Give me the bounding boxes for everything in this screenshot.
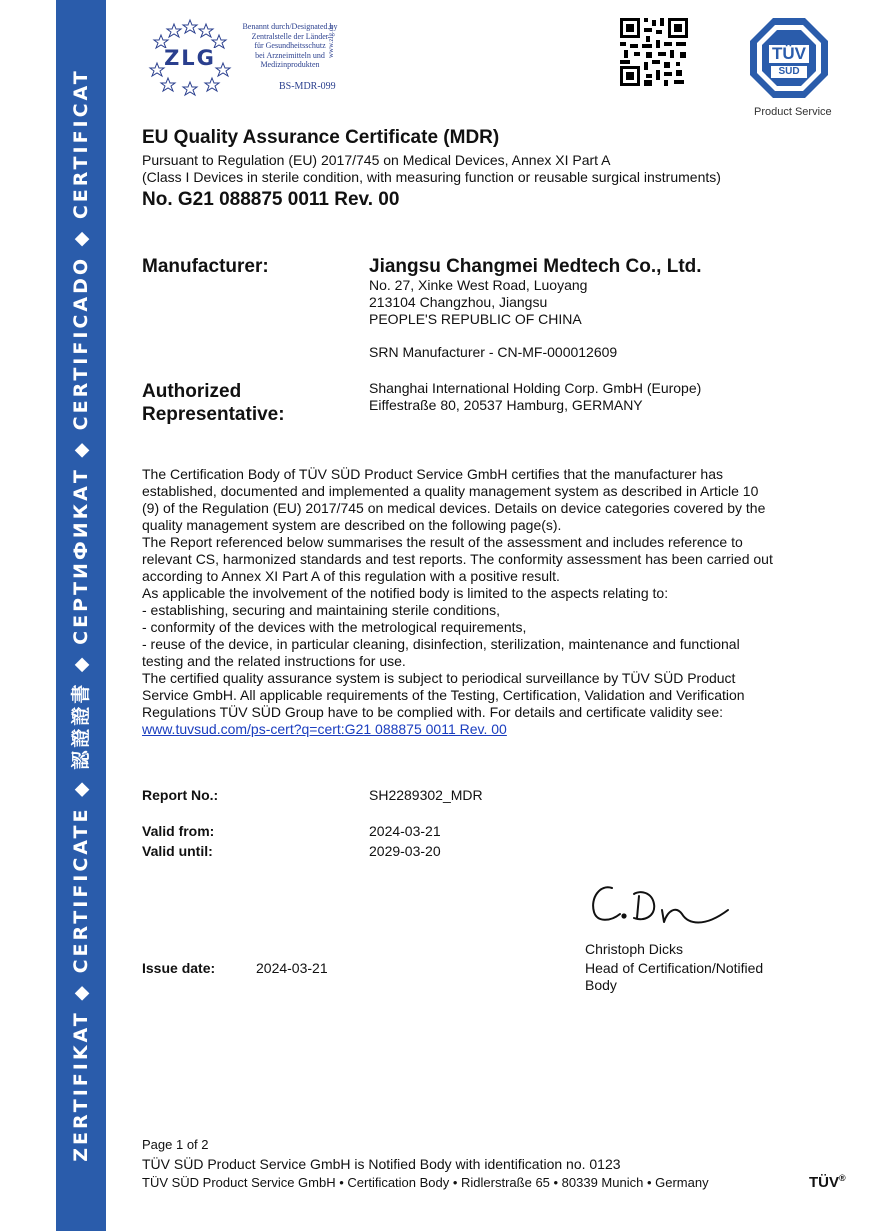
statement-line: - conformity of the devices with the metrological requirements, <box>142 619 527 635</box>
statement-line: Service GmbH. All applicable requirements of the Testing, Certification, Validation and Verification <box>142 687 745 703</box>
certification-statement <box>142 466 812 738</box>
report-no-value: SH2289302_MDR <box>369 787 483 803</box>
zlg-designated-line1: Benannt durch/Designated by <box>242 22 338 31</box>
manufacturer-label: Manufacturer: <box>142 256 269 277</box>
statement-line: according to Annex XI Part A of this regulation with a positive result. <box>142 568 560 584</box>
page-indicator: Page 1 of 2 <box>142 1137 209 1152</box>
statement-line: relevant CS, harmonized standards and test reports. The conformity assessment has been carried out <box>142 551 773 567</box>
issue-date-label: Issue date: <box>142 960 216 976</box>
certificate-title: EU Quality Assurance Certificate (MDR) <box>142 127 500 148</box>
zlg-designated-line5: Medizinprodukten <box>260 60 320 69</box>
manufacturer-srn: SRN Manufacturer - CN-MF-000012609 <box>369 344 618 360</box>
zlg-designated-line4: bei Arzneimitteln und <box>255 50 325 60</box>
statement-line: The certified quality assurance system is subject to periodical surveillance by TÜV SÜD Product <box>142 670 736 686</box>
zlg-designated-line2: Zentralstelle der Länder <box>251 31 329 41</box>
statement-line: As applicable the involvement of the notified body is limited to the aspects relating to: <box>142 585 669 601</box>
statement-line: (9) of the Regulation (EU) 2017/745 on medical devices. Details on device categories covered by the <box>142 500 766 516</box>
valid-from-value: 2024-03-21 <box>369 823 441 839</box>
tuv-sud-logo <box>749 17 829 99</box>
statement-line: established, documented and implemented a quality management system as described in Article 10 <box>142 483 759 499</box>
footer-tuv-mark <box>809 1173 846 1191</box>
qr-code-graphic <box>620 18 688 86</box>
tuv-logo-line1: TÜV <box>772 44 806 63</box>
zlg-code: BS-MDR-099 <box>279 81 336 92</box>
signatory-name: Christoph Dicks <box>585 941 684 957</box>
footer-tuv-text: TÜV <box>809 1174 839 1191</box>
signature-graphic <box>588 880 733 940</box>
signatory-role-line2: Body <box>585 977 617 993</box>
report-no-label: Report No.: <box>142 787 219 803</box>
zlg-url: www.zlg.de <box>327 24 335 58</box>
footer-address: TÜV SÜD Product Service GmbH • Certification Body • Ridlerstraße 65 • 80339 Munich • Germany <box>142 1175 709 1190</box>
manufacturer-name: Jiangsu Changmei Medtech Co., Ltd. <box>369 256 702 277</box>
signatory-role-line1: Head of Certification/Notified <box>585 960 764 976</box>
tuv-logo-line2: SÜD <box>778 66 800 77</box>
statement-line: quality management system are described on the following page(s). <box>142 517 562 533</box>
footer-notified-body: TÜV SÜD Product Service GmbH is Notified Body with identification no. 0123 <box>142 1156 621 1172</box>
manufacturer-address-line1: No. 27, Xinke West Road, Luoyang <box>369 277 588 293</box>
authorized-rep-line2: Eiffestraße 80, 20537 Hamburg, GERMANY <box>369 397 643 413</box>
regulation-line: Pursuant to Regulation (EU) 2017/745 on Medical Devices, Annex XI Part A <box>142 152 611 168</box>
zlg-logo <box>140 18 240 98</box>
zlg-logo-text: ZLG <box>164 46 216 70</box>
registered-mark: ® <box>839 1173 846 1183</box>
tuv-product-service-caption: Product Service <box>754 106 832 118</box>
sidebar-multilingual-text: ZERTIFIKAT ◆ CERTIFICATE ◆ 認證證書 ◆ СЕРТИФИКАТ ◆ CERTIFICADO ◆ CERTIFICAT <box>70 68 92 1162</box>
device-class-line: (Class I Devices in sterile condition, with measuring function or reusable surgical instruments) <box>142 169 721 185</box>
manufacturer-address-line3: PEOPLE'S REPUBLIC OF CHINA <box>369 311 582 327</box>
valid-until-value: 2029-03-20 <box>369 843 441 859</box>
manufacturer-address-line2: 213104 Changzhou, Jiangsu <box>369 294 548 310</box>
authorized-rep-line1: Shanghai International Holding Corp. GmbH (Europe) <box>369 380 702 396</box>
statement-line: Regulations TÜV SÜD Group have to be complied with. For details and certificate validity see: <box>142 704 724 720</box>
authorized-label-line1: Authorized <box>142 381 242 402</box>
authorized-label-line2: Representative: <box>142 404 285 425</box>
certificate-validity-link[interactable]: www.tuvsud.com/ps-cert?q=cert:G21 088875 0011 Rev. 00 <box>142 721 507 737</box>
statement-line: The Report referenced below summarises the result of the assessment and includes reference to <box>142 534 743 550</box>
zlg-designated-line3: für Gesundheitsschutz <box>254 41 326 50</box>
qr-code <box>620 18 688 86</box>
certificate-sidebar <box>56 0 106 1231</box>
issue-date-value: 2024-03-21 <box>256 960 328 976</box>
statement-line: testing and the related instructions for use. <box>142 653 406 669</box>
valid-until-label: Valid until: <box>142 843 213 859</box>
statement-line: - reuse of the device, in particular cleaning, disinfection, sterilization, maintenance and functional <box>142 636 740 652</box>
certificate-number: No. G21 088875 0011 Rev. 00 <box>142 189 400 210</box>
handwritten-signature <box>588 880 733 940</box>
valid-from-label: Valid from: <box>142 823 215 839</box>
statement-line: - establishing, securing and maintaining sterile conditions, <box>142 602 500 618</box>
statement-line: The Certification Body of TÜV SÜD Product Service GmbH certifies that the manufacturer has <box>142 466 723 482</box>
